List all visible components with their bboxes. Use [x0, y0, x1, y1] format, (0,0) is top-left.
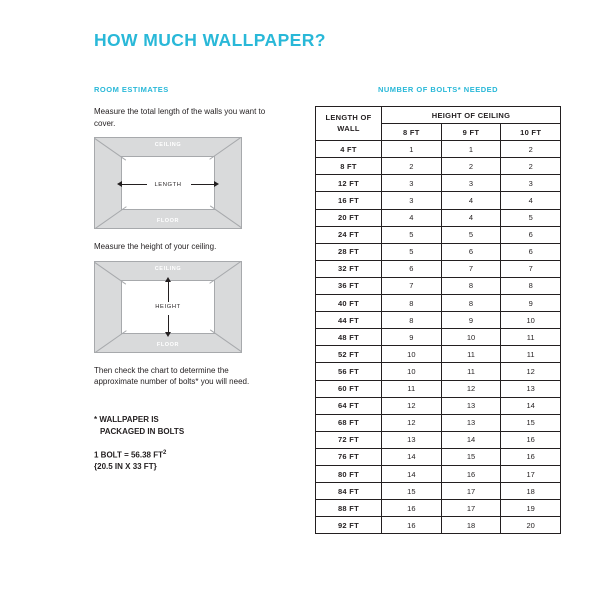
row-label-length: 44 FT: [316, 312, 382, 329]
bolts-value-cell: 15: [501, 414, 561, 431]
corner-line-tr-1: [209, 137, 241, 160]
section-label-room-estimates: ROOM ESTIMATES: [94, 85, 169, 94]
instruction-step-2: Measure the height of your ceiling.: [94, 242, 217, 252]
length-dimension-label: LENGTH: [154, 182, 182, 189]
table-row: [316, 260, 561, 277]
table-row: [316, 465, 561, 482]
row-label-length: 68 FT: [316, 414, 382, 431]
instruction-step-1: Measure the total length of the walls you want to cover.: [94, 107, 266, 128]
row-label-length: 88 FT: [316, 500, 382, 517]
bolts-value-cell: 7: [501, 260, 561, 277]
bolts-value-cell: 7: [382, 277, 442, 294]
bolts-value-cell: 2: [501, 141, 561, 158]
bolts-value-cell: 2: [382, 158, 442, 175]
table-row: [316, 175, 561, 192]
row-label-length: 60 FT: [316, 380, 382, 397]
row-label-length: 72 FT: [316, 431, 382, 448]
row-label-length: 36 FT: [316, 277, 382, 294]
bolts-value-cell: 20: [501, 517, 561, 534]
bolts-value-cell: 1: [441, 141, 501, 158]
bolts-value-cell: 16: [501, 448, 561, 465]
table-row: [316, 329, 561, 346]
bolts-value-cell: 8: [441, 277, 501, 294]
header-col-9ft: 9 FT: [441, 124, 501, 141]
bolts-value-cell: 16: [501, 431, 561, 448]
corner-line-br-2: [210, 329, 242, 352]
bolt-size-line: [94, 449, 269, 461]
bolts-value-cell: 2: [501, 158, 561, 175]
table-row: [316, 312, 561, 329]
table-body: [316, 141, 561, 534]
bolts-value-cell: 4: [501, 192, 561, 209]
bolts-value-cell: 10: [501, 312, 561, 329]
bolts-value-cell: 11: [501, 346, 561, 363]
table-row: [316, 209, 561, 226]
table-row: [316, 226, 561, 243]
bolts-value-cell: 5: [382, 243, 442, 260]
bolts-value-cell: 12: [382, 414, 442, 431]
table-row: [316, 483, 561, 500]
row-label-length: 56 FT: [316, 363, 382, 380]
bolts-value-cell: 16: [382, 500, 442, 517]
bolts-value-cell: 3: [382, 175, 442, 192]
bolt-note-line-1: * WALLPAPER IS: [94, 414, 159, 424]
bolts-table-column: [315, 85, 561, 534]
bolts-value-cell: 13: [441, 397, 501, 414]
table-row: [316, 431, 561, 448]
bolts-value-cell: 6: [441, 243, 501, 260]
content-area: [22, 85, 578, 534]
row-label-length: 32 FT: [316, 260, 382, 277]
row-label-length: 84 FT: [316, 483, 382, 500]
bolts-value-cell: 10: [382, 346, 442, 363]
bolts-value-cell: 12: [441, 380, 501, 397]
bolts-value-cell: 3: [441, 175, 501, 192]
bolts-value-cell: 10: [382, 363, 442, 380]
table-row: [316, 277, 561, 294]
bolts-value-cell: 17: [441, 500, 501, 517]
table-header-row-1: [316, 107, 561, 124]
table-row: [316, 192, 561, 209]
bolts-value-cell: 8: [501, 277, 561, 294]
bolts-value-cell: 9: [382, 329, 442, 346]
table-row: [316, 500, 561, 517]
row-label-length: 76 FT: [316, 448, 382, 465]
row-label-length: 40 FT: [316, 295, 382, 312]
bolt-note-line-2: PACKAGED IN BOLTS: [100, 426, 185, 436]
bolts-value-cell: 8: [441, 295, 501, 312]
header-height-of-ceiling: HEIGHT OF CEILING: [382, 107, 561, 124]
bolts-value-cell: 11: [441, 346, 501, 363]
table-row: [316, 295, 561, 312]
row-label-length: 8 FT: [316, 158, 382, 175]
bolts-value-cell: 6: [501, 226, 561, 243]
table-row: [316, 517, 561, 534]
bolts-value-cell: 17: [501, 465, 561, 482]
bolts-value-cell: 14: [441, 431, 501, 448]
height-dimension-label: HEIGHT: [155, 303, 181, 310]
bolts-value-cell: 12: [501, 363, 561, 380]
bolts-value-cell: 1: [382, 141, 442, 158]
bolts-value-cell: 19: [501, 500, 561, 517]
row-label-length: 28 FT: [316, 243, 382, 260]
room-estimates-column: [94, 85, 269, 473]
bolts-value-cell: 3: [382, 192, 442, 209]
bolts-value-cell: 18: [501, 483, 561, 500]
bolts-value-cell: 18: [441, 517, 501, 534]
bolts-value-cell: 14: [382, 465, 442, 482]
row-label-length: 12 FT: [316, 175, 382, 192]
bolts-value-cell: 6: [501, 243, 561, 260]
bolts-value-cell: 4: [441, 209, 501, 226]
table-row: [316, 448, 561, 465]
table-row: [316, 346, 561, 363]
table-head: [316, 107, 561, 141]
bolt-dimensions-line: {20.5 IN X 33 FT}: [94, 462, 157, 472]
bolts-value-cell: 12: [382, 397, 442, 414]
bolts-value-cell: 7: [441, 260, 501, 277]
header-col-10ft: 10 FT: [501, 124, 561, 141]
bolts-value-cell: 3: [501, 175, 561, 192]
ceiling-label-2: CEILING: [154, 265, 182, 272]
bolt-note-block: [94, 414, 269, 473]
table-row: [316, 363, 561, 380]
bolts-value-cell: 2: [441, 158, 501, 175]
header-col-8ft: 8 FT: [382, 124, 442, 141]
row-label-length: 52 FT: [316, 346, 382, 363]
ceiling-label-1: CEILING: [154, 142, 182, 149]
header-length-of-wall: LENGTH OF WALL: [316, 107, 382, 141]
row-label-length: 64 FT: [316, 397, 382, 414]
bolts-value-cell: 9: [501, 295, 561, 312]
bolts-value-cell: 11: [382, 380, 442, 397]
bolts-value-cell: 15: [441, 448, 501, 465]
floor-label-2: FLOOR: [156, 341, 180, 348]
bolts-value-cell: 13: [441, 414, 501, 431]
bolts-value-cell: 4: [441, 192, 501, 209]
row-label-length: 80 FT: [316, 465, 382, 482]
bolts-value-cell: 11: [501, 329, 561, 346]
bolts-value-cell: 5: [382, 226, 442, 243]
floor-label-1: FLOOR: [156, 218, 180, 225]
table-row: [316, 397, 561, 414]
instruction-step-3: Then check the chart to determine the approximate number of bolts* you will need.: [94, 365, 250, 387]
table-row: [316, 243, 561, 260]
row-label-length: 92 FT: [316, 517, 382, 534]
bolts-value-cell: 14: [382, 448, 442, 465]
bolts-value-cell: 14: [501, 397, 561, 414]
bolts-value-cell: 17: [441, 483, 501, 500]
bolts-value-cell: 5: [501, 209, 561, 226]
bolts-value-cell: 11: [441, 363, 501, 380]
room-diagram-length: [94, 137, 242, 229]
bolts-value-cell: 8: [382, 312, 442, 329]
bolts-value-cell: 4: [382, 209, 442, 226]
row-label-length: 24 FT: [316, 226, 382, 243]
bolts-value-cell: 16: [441, 465, 501, 482]
table-row: [316, 158, 561, 175]
row-label-length: 20 FT: [316, 209, 382, 226]
bolts-value-cell: 6: [382, 260, 442, 277]
bolts-value-cell: 13: [501, 380, 561, 397]
row-label-length: 48 FT: [316, 329, 382, 346]
table-title: NUMBER OF BOLTS* NEEDED: [377, 85, 499, 94]
bolt-size-value: 1 BOLT = 56.38 FT: [94, 450, 163, 460]
bolts-value-cell: 9: [441, 312, 501, 329]
bolts-value-cell: 13: [382, 431, 442, 448]
page-title: HOW MUCH WALLPAPER?: [94, 30, 326, 50]
bolts-value-cell: 10: [441, 329, 501, 346]
bolts-value-cell: 16: [382, 517, 442, 534]
bolts-value-cell: 15: [382, 483, 442, 500]
bolts-value-cell: 8: [382, 295, 442, 312]
bolts-value-cell: 5: [441, 226, 501, 243]
table-row: [316, 380, 561, 397]
room-diagram-height: [94, 261, 242, 353]
corner-line-tr-2: [209, 261, 241, 284]
row-label-length: 16 FT: [316, 192, 382, 209]
bolt-size-superscript: 2: [162, 450, 167, 457]
corner-line-br-1: [210, 206, 242, 229]
bolts-needed-table: [315, 106, 561, 534]
table-row: [316, 414, 561, 431]
table-row: [316, 141, 561, 158]
row-label-length: 4 FT: [316, 141, 382, 158]
